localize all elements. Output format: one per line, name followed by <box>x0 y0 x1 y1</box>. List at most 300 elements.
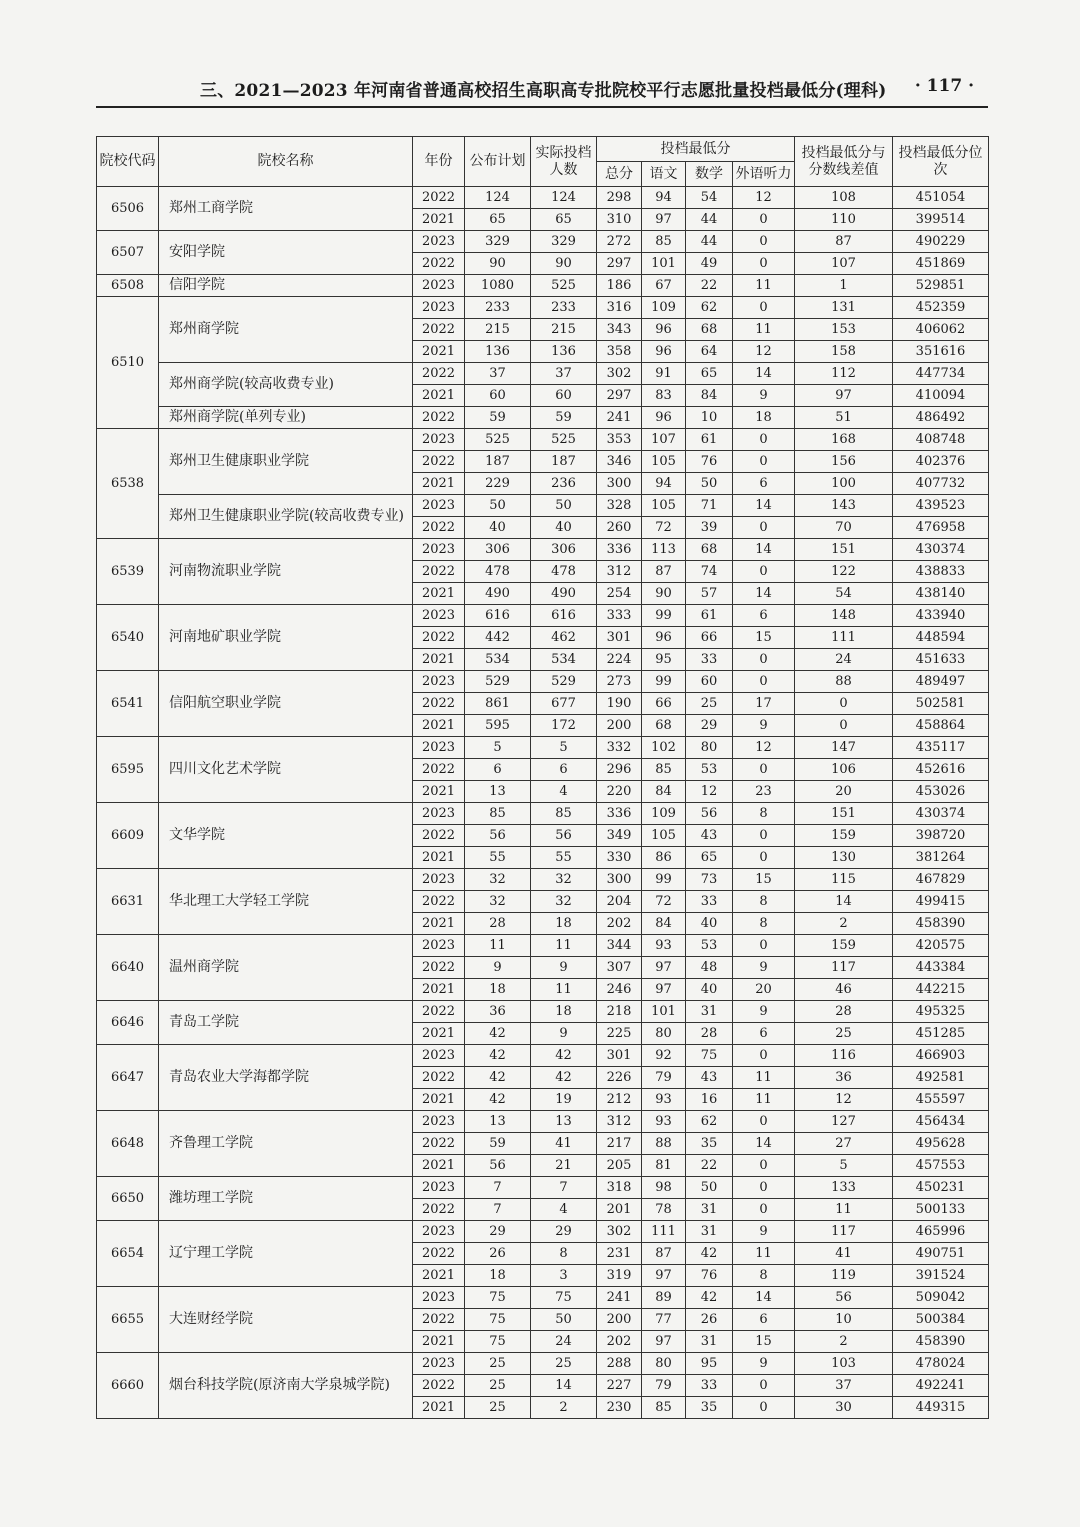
cell-rank: 457553 <box>893 1155 989 1177</box>
header-rank: 投档最低分位次 <box>893 137 989 187</box>
cell-year: 2022 <box>413 891 465 913</box>
cell-total: 202 <box>597 913 642 935</box>
cell-year: 2021 <box>413 781 465 803</box>
cell-math: 40 <box>686 979 733 1001</box>
cell-chinese: 78 <box>642 1199 686 1221</box>
header-math: 数学 <box>686 162 733 187</box>
institution-name: 郑州商学院 <box>159 297 413 363</box>
header-plan: 公布计划 <box>465 137 531 187</box>
table-row <box>97 297 989 319</box>
cell-math: 76 <box>686 1265 733 1287</box>
institution-code: 6507 <box>97 231 159 275</box>
cell-rank: 492241 <box>893 1375 989 1397</box>
cell-rank: 439523 <box>893 495 989 517</box>
cell-chinese: 84 <box>642 913 686 935</box>
cell-math: 54 <box>686 187 733 209</box>
cell-plan: 25 <box>465 1375 531 1397</box>
cell-plan: 7 <box>465 1177 531 1199</box>
cell-year: 2023 <box>413 605 465 627</box>
institution-name: 文华学院 <box>159 803 413 869</box>
institution-name: 郑州卫生健康职业学院 <box>159 429 413 495</box>
cell-math: 33 <box>686 891 733 913</box>
cell-listening: 0 <box>733 671 795 693</box>
cell-math: 16 <box>686 1089 733 1111</box>
cell-math: 31 <box>686 1199 733 1221</box>
cell-listening: 15 <box>733 627 795 649</box>
cell-actual: 37 <box>531 363 597 385</box>
cell-actual: 65 <box>531 209 597 231</box>
cell-diff: 27 <box>795 1133 893 1155</box>
cell-rank: 453026 <box>893 781 989 803</box>
cell-diff: 159 <box>795 935 893 957</box>
cell-diff: 56 <box>795 1287 893 1309</box>
cell-total: 224 <box>597 649 642 671</box>
table-row <box>97 1177 989 1199</box>
cell-rank: 490751 <box>893 1243 989 1265</box>
cell-rank: 451285 <box>893 1023 989 1045</box>
cell-math: 71 <box>686 495 733 517</box>
institution-code: 6506 <box>97 187 159 231</box>
table-row <box>97 231 989 253</box>
cell-plan: 75 <box>465 1331 531 1353</box>
cell-plan: 42 <box>465 1045 531 1067</box>
cell-diff: 117 <box>795 957 893 979</box>
cell-total: 312 <box>597 1111 642 1133</box>
cell-rank: 420575 <box>893 935 989 957</box>
cell-diff: 28 <box>795 1001 893 1023</box>
cell-diff: 156 <box>795 451 893 473</box>
cell-total: 202 <box>597 1331 642 1353</box>
cell-chinese: 96 <box>642 341 686 363</box>
cell-total: 218 <box>597 1001 642 1023</box>
cell-listening: 11 <box>733 1089 795 1111</box>
cell-rank: 455597 <box>893 1089 989 1111</box>
cell-total: 200 <box>597 1309 642 1331</box>
cell-diff: 14 <box>795 891 893 913</box>
cell-listening: 0 <box>733 825 795 847</box>
cell-actual: 6 <box>531 759 597 781</box>
cell-year: 2022 <box>413 253 465 275</box>
cell-actual: 215 <box>531 319 597 341</box>
cell-listening: 0 <box>733 561 795 583</box>
cell-plan: 616 <box>465 605 531 627</box>
cell-rank: 500133 <box>893 1199 989 1221</box>
cell-actual: 329 <box>531 231 597 253</box>
table-row <box>97 539 989 561</box>
table-row <box>97 363 989 385</box>
cell-year: 2023 <box>413 803 465 825</box>
cell-actual: 40 <box>531 517 597 539</box>
cell-listening: 14 <box>733 363 795 385</box>
institution-name: 潍坊理工学院 <box>159 1177 413 1221</box>
cell-math: 61 <box>686 429 733 451</box>
cell-rank: 430374 <box>893 539 989 561</box>
cell-rank: 478024 <box>893 1353 989 1375</box>
cell-rank: 407732 <box>893 473 989 495</box>
institution-code: 6650 <box>97 1177 159 1221</box>
cell-diff: 107 <box>795 253 893 275</box>
institution-name: 大连财经学院 <box>159 1287 413 1353</box>
cell-chinese: 101 <box>642 1001 686 1023</box>
cell-actual: 42 <box>531 1045 597 1067</box>
cell-rank: 467829 <box>893 869 989 891</box>
cell-actual: 8 <box>531 1243 597 1265</box>
cell-actual: 124 <box>531 187 597 209</box>
cell-math: 62 <box>686 297 733 319</box>
institution-code: 6631 <box>97 869 159 935</box>
cell-chinese: 72 <box>642 517 686 539</box>
cell-plan: 75 <box>465 1287 531 1309</box>
cell-listening: 0 <box>733 209 795 231</box>
cell-actual: 29 <box>531 1221 597 1243</box>
cell-year: 2022 <box>413 759 465 781</box>
cell-math: 50 <box>686 473 733 495</box>
table-row <box>97 275 989 297</box>
cell-plan: 9 <box>465 957 531 979</box>
cell-actual: 136 <box>531 341 597 363</box>
cell-actual: 32 <box>531 869 597 891</box>
cell-chinese: 96 <box>642 319 686 341</box>
header-rule <box>96 106 988 108</box>
cell-actual: 525 <box>531 275 597 297</box>
cell-chinese: 90 <box>642 583 686 605</box>
cell-actual: 616 <box>531 605 597 627</box>
cell-actual: 2 <box>531 1397 597 1419</box>
header-actual: 实际投档人数 <box>531 137 597 187</box>
institution-name: 华北理工大学轻工学院 <box>159 869 413 935</box>
institution-code: 6655 <box>97 1287 159 1353</box>
cell-actual: 19 <box>531 1089 597 1111</box>
cell-diff: 119 <box>795 1265 893 1287</box>
cell-rank: 452359 <box>893 297 989 319</box>
cell-total: 332 <box>597 737 642 759</box>
cell-listening: 12 <box>733 187 795 209</box>
cell-total: 296 <box>597 759 642 781</box>
cell-plan: 233 <box>465 297 531 319</box>
cell-rank: 489497 <box>893 671 989 693</box>
cell-total: 297 <box>597 385 642 407</box>
cell-year: 2022 <box>413 627 465 649</box>
cell-math: 43 <box>686 1067 733 1089</box>
cell-year: 2021 <box>413 1265 465 1287</box>
cell-actual: 233 <box>531 297 597 319</box>
institution-code: 6541 <box>97 671 159 737</box>
cell-plan: 13 <box>465 781 531 803</box>
cell-listening: 6 <box>733 1309 795 1331</box>
cell-chinese: 105 <box>642 495 686 517</box>
cell-chinese: 109 <box>642 803 686 825</box>
cell-year: 2023 <box>413 539 465 561</box>
institution-name: 郑州商学院(较高收费专业) <box>159 363 413 407</box>
cell-chinese: 89 <box>642 1287 686 1309</box>
cell-year: 2023 <box>413 1045 465 1067</box>
cell-listening: 0 <box>733 297 795 319</box>
cell-diff: 10 <box>795 1309 893 1331</box>
cell-listening: 8 <box>733 913 795 935</box>
cell-rank: 458390 <box>893 913 989 935</box>
cell-actual: 4 <box>531 1199 597 1221</box>
cell-year: 2021 <box>413 473 465 495</box>
cell-listening: 8 <box>733 891 795 913</box>
cell-rank: 430374 <box>893 803 989 825</box>
cell-plan: 18 <box>465 1265 531 1287</box>
cell-year: 2023 <box>413 671 465 693</box>
cell-plan: 7 <box>465 1199 531 1221</box>
cell-actual: 32 <box>531 891 597 913</box>
cell-plan: 59 <box>465 407 531 429</box>
cell-diff: 87 <box>795 231 893 253</box>
cell-rank: 490229 <box>893 231 989 253</box>
cell-chinese: 98 <box>642 1177 686 1199</box>
cell-listening: 6 <box>733 1023 795 1045</box>
cell-total: 316 <box>597 297 642 319</box>
cell-rank: 408748 <box>893 429 989 451</box>
cell-actual: 11 <box>531 935 597 957</box>
cell-plan: 478 <box>465 561 531 583</box>
institution-code: 6510 <box>97 297 159 429</box>
cell-total: 241 <box>597 1287 642 1309</box>
table-row <box>97 935 989 957</box>
cell-year: 2021 <box>413 341 465 363</box>
cell-rank: 492581 <box>893 1067 989 1089</box>
cell-chinese: 97 <box>642 1331 686 1353</box>
cell-rank: 476958 <box>893 517 989 539</box>
cell-plan: 11 <box>465 935 531 957</box>
institution-code: 6647 <box>97 1045 159 1111</box>
cell-plan: 13 <box>465 1111 531 1133</box>
table-row <box>97 1045 989 1067</box>
institution-code: 6660 <box>97 1353 159 1419</box>
page-number: · 117 · <box>914 76 974 96</box>
cell-rank: 406062 <box>893 319 989 341</box>
cell-year: 2023 <box>413 1353 465 1375</box>
cell-listening: 9 <box>733 715 795 737</box>
cell-plan: 5 <box>465 737 531 759</box>
cell-math: 35 <box>686 1397 733 1419</box>
cell-actual: 4 <box>531 781 597 803</box>
cell-plan: 59 <box>465 1133 531 1155</box>
cell-plan: 26 <box>465 1243 531 1265</box>
institution-name: 信阳航空职业学院 <box>159 671 413 737</box>
cell-chinese: 67 <box>642 275 686 297</box>
cell-total: 190 <box>597 693 642 715</box>
cell-actual: 478 <box>531 561 597 583</box>
cell-rank: 391524 <box>893 1265 989 1287</box>
cell-chinese: 91 <box>642 363 686 385</box>
cell-plan: 25 <box>465 1397 531 1419</box>
cell-total: 297 <box>597 253 642 275</box>
cell-listening: 0 <box>733 1155 795 1177</box>
cell-rank: 452616 <box>893 759 989 781</box>
cell-diff: 54 <box>795 583 893 605</box>
cell-rank: 433940 <box>893 605 989 627</box>
cell-chinese: 80 <box>642 1023 686 1045</box>
cell-plan: 490 <box>465 583 531 605</box>
cell-year: 2021 <box>413 1331 465 1353</box>
cell-diff: 153 <box>795 319 893 341</box>
cell-total: 230 <box>597 1397 642 1419</box>
cell-total: 349 <box>597 825 642 847</box>
cell-diff: 115 <box>795 869 893 891</box>
cell-actual: 59 <box>531 407 597 429</box>
cell-listening: 0 <box>733 759 795 781</box>
table-row <box>97 429 989 451</box>
cell-math: 62 <box>686 1111 733 1133</box>
cell-chinese: 68 <box>642 715 686 737</box>
cell-chinese: 77 <box>642 1309 686 1331</box>
cell-actual: 21 <box>531 1155 597 1177</box>
cell-plan: 40 <box>465 517 531 539</box>
cell-listening: 0 <box>733 1375 795 1397</box>
cell-year: 2021 <box>413 1155 465 1177</box>
cell-rank: 410094 <box>893 385 989 407</box>
cell-year: 2023 <box>413 935 465 957</box>
cell-chinese: 85 <box>642 231 686 253</box>
cell-year: 2022 <box>413 451 465 473</box>
cell-chinese: 105 <box>642 451 686 473</box>
cell-diff: 108 <box>795 187 893 209</box>
cell-actual: 13 <box>531 1111 597 1133</box>
table-row <box>97 495 989 517</box>
cell-year: 2021 <box>413 1023 465 1045</box>
table-row <box>97 869 989 891</box>
cell-year: 2021 <box>413 649 465 671</box>
cell-year: 2021 <box>413 715 465 737</box>
cell-diff: 46 <box>795 979 893 1001</box>
institution-code: 6595 <box>97 737 159 803</box>
cell-math: 31 <box>686 1331 733 1353</box>
institution-code: 6508 <box>97 275 159 297</box>
cell-total: 226 <box>597 1067 642 1089</box>
institution-code: 6609 <box>97 803 159 869</box>
cell-listening: 0 <box>733 1111 795 1133</box>
cell-actual: 25 <box>531 1353 597 1375</box>
cell-math: 48 <box>686 957 733 979</box>
cell-diff: 2 <box>795 1331 893 1353</box>
cell-listening: 9 <box>733 1353 795 1375</box>
cell-math: 10 <box>686 407 733 429</box>
cell-actual: 42 <box>531 1067 597 1089</box>
cell-actual: 11 <box>531 979 597 1001</box>
cell-listening: 0 <box>733 847 795 869</box>
cell-math: 65 <box>686 363 733 385</box>
cell-plan: 534 <box>465 649 531 671</box>
cell-diff: 127 <box>795 1111 893 1133</box>
cell-year: 2022 <box>413 407 465 429</box>
cell-chinese: 66 <box>642 693 686 715</box>
cell-chinese: 101 <box>642 253 686 275</box>
cell-chinese: 93 <box>642 1089 686 1111</box>
cell-plan: 25 <box>465 1353 531 1375</box>
cell-diff: 51 <box>795 407 893 429</box>
cell-diff: 1 <box>795 275 893 297</box>
cell-math: 39 <box>686 517 733 539</box>
cell-total: 318 <box>597 1177 642 1199</box>
cell-year: 2022 <box>413 561 465 583</box>
cell-year: 2021 <box>413 979 465 1001</box>
cell-rank: 442215 <box>893 979 989 1001</box>
cell-total: 301 <box>597 1045 642 1067</box>
institution-name: 辽宁理工学院 <box>159 1221 413 1287</box>
table-row <box>97 737 989 759</box>
cell-year: 2022 <box>413 693 465 715</box>
cell-total: 333 <box>597 605 642 627</box>
cell-chinese: 96 <box>642 627 686 649</box>
cell-listening: 9 <box>733 1221 795 1243</box>
header-listening: 外语听力 <box>733 162 795 187</box>
cell-chinese: 109 <box>642 297 686 319</box>
cell-year: 2023 <box>413 1177 465 1199</box>
cell-total: 300 <box>597 869 642 891</box>
cell-actual: 14 <box>531 1375 597 1397</box>
cell-chinese: 97 <box>642 979 686 1001</box>
institution-code: 6540 <box>97 605 159 671</box>
cell-plan: 85 <box>465 803 531 825</box>
cell-math: 68 <box>686 539 733 561</box>
cell-year: 2022 <box>413 1001 465 1023</box>
table-row <box>97 1221 989 1243</box>
cell-math: 64 <box>686 341 733 363</box>
cell-listening: 0 <box>733 451 795 473</box>
cell-actual: 9 <box>531 957 597 979</box>
cell-math: 42 <box>686 1287 733 1309</box>
cell-actual: 236 <box>531 473 597 495</box>
cell-math: 53 <box>686 759 733 781</box>
institution-name: 郑州卫生健康职业学院(较高收费专业) <box>159 495 413 539</box>
cell-math: 65 <box>686 847 733 869</box>
cell-listening: 0 <box>733 1397 795 1419</box>
cell-rank: 499415 <box>893 891 989 913</box>
cell-plan: 90 <box>465 253 531 275</box>
cell-chinese: 97 <box>642 957 686 979</box>
cell-math: 29 <box>686 715 733 737</box>
institution-name: 温州商学院 <box>159 935 413 1001</box>
cell-plan: 525 <box>465 429 531 451</box>
cell-diff: 159 <box>795 825 893 847</box>
table-body <box>97 187 989 1419</box>
cell-chinese: 84 <box>642 781 686 803</box>
cell-math: 28 <box>686 1023 733 1045</box>
cell-plan: 28 <box>465 913 531 935</box>
cell-total: 201 <box>597 1199 642 1221</box>
cell-listening: 9 <box>733 385 795 407</box>
cell-math: 12 <box>686 781 733 803</box>
cell-actual: 525 <box>531 429 597 451</box>
cell-listening: 15 <box>733 1331 795 1353</box>
cell-listening: 14 <box>733 583 795 605</box>
cell-listening: 11 <box>733 319 795 341</box>
table-row <box>97 671 989 693</box>
cell-math: 95 <box>686 1353 733 1375</box>
cell-listening: 6 <box>733 605 795 627</box>
cell-year: 2023 <box>413 429 465 451</box>
header-name: 院校名称 <box>159 137 413 187</box>
cell-total: 346 <box>597 451 642 473</box>
cell-total: 330 <box>597 847 642 869</box>
cell-math: 50 <box>686 1177 733 1199</box>
header-total: 总分 <box>597 162 642 187</box>
cell-chinese: 87 <box>642 561 686 583</box>
cell-year: 2022 <box>413 1199 465 1221</box>
cell-chinese: 79 <box>642 1067 686 1089</box>
cell-actual: 18 <box>531 1001 597 1023</box>
institution-name: 齐鲁理工学院 <box>159 1111 413 1177</box>
cell-total: 301 <box>597 627 642 649</box>
header-min-score: 投档最低分 <box>597 137 795 162</box>
cell-plan: 32 <box>465 869 531 891</box>
cell-plan: 1080 <box>465 275 531 297</box>
header-code: 院校代码 <box>97 137 159 187</box>
